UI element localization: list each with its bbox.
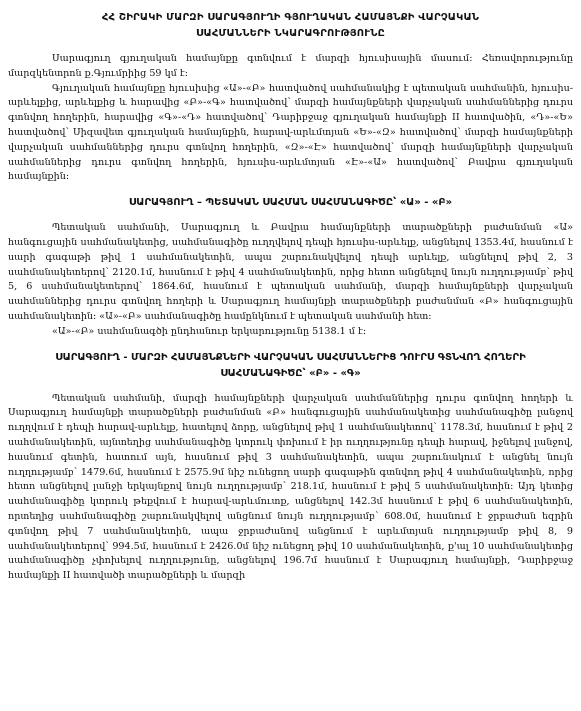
section-1-heading: ՍԱՐԱԳՅՈՒՂ – ՊԵՏԱԿԱՆ ՍԱՀՄԱՆ ՍԱՀՄԱՆԱԳԻԾԸ՝ «Ա» - «Բ»: [128, 197, 453, 209]
title-line-1: ՀՀ ՇԻՐԱԿԻ ՄԱՐԶԻ ՍԱՐԱԳՅՈՒՂԻ ԳՅՈՒՂԱԿԱՆ ՀԱՄԱՅՆՔԻ ՎԱՐՉԱԿԱՆ: [101, 12, 480, 23]
document-title: [8, 10, 573, 42]
section-2-paragraph-1: Պետական սահմանի, մարզի համայնքների վարչական սահմաններից դուրս գտնվող հողերի և Սարագյուղ համայնքի տարածքների բաժանման «Բ» հանգուցային սահմանակետից սահմանագիծը լանջով ուղղվում է դեպի հարավ-արևելք, հատելով ձորը, անցնելով թիվ 1 սահմանակետով՝ 1178.3մ, հասնում է թիվ 2 սահմանակետին, այնտեղից սահմանագիծը կտրուկ փոխում է իր ուղղությունը դեպի հարավ, իջնելով լանջով, հասնում գետին, հատում այն, հասնում թիվ 3 սահմանակետին, ապա շարունակում է անցնել նույն ուղղությամբ՝ 1479.6մ, հասնում է 2575.9մ նիշ ունեցող սարի գագաթին գտնվող թիվ 4 սահմանակետին, որից հետո անցնելով լանջի երկայնքով նույն ուղղությամբ՝ 218.1մ, հասնում է թիվ 5 սահմանակետին: Այդ կետից սահմանագիծը կտրուկ թեքվում է հարավ-արևմուտք, անցնելով 142.3մ հասնում է թիվ 6 սահմանակետին, որտեղից սահմանագիծը շարունակվելով անցնում նույն ուղղությամբ՝ 608.0մ, հասնում է ջրբաժան եզրին գտնվող թիվ 7 սահմանակետին, ապա ջրբաժանով անցնում է արևմտյան ուղղությամբ թիվ 8, 9 սահմանակետերով՝ 994.5մ, հասնում է 2426.0մ նիշ ունեցող թիվ 10 սահմանակետին, ք'ալ 10 սահմանակետից սահմանագիծը չփոխելով ուղղությունը, անցնելով 196.7մ հասնում է Սարագյուղ համայնքի, Դարիբջաջ համայնքի II հատվածի տարածքների և մարզի: [8, 392, 573, 582]
title-line-2: ՍԱՀՄԱՆՆԵՐԻ ՆԿԱՐԱԳՐՈՒԹՅՈՒՆԸ: [195, 28, 386, 39]
intro-paragraph-1: Սարագյուղ գյուղական համայնքը գտնվում է մարզի հյուսիսային մասում: Հեռավորությունը մարզկենտրոն ք.Գյումրիից 59 կմ է:: [8, 53, 573, 79]
section-1-paragraph-2: «Ա»-«Բ» սահմանագծի ընդհանուր երկարությունը 5138.1 մ է:: [52, 325, 367, 337]
intro-paragraph-2: Գյուղական համայնքը հյուսիսից «Ա»-«Բ» հատվածով սահմանակից է պետական սահմանին, հյուսիս-արևելքից, արևելքից և հարավից «Բ»-«Գ» հատվածով՝ մարզի համայնքների վարչական սահմաններից դուրս գտնվող հողերին, հարավից «Գ»-«Դ» հատվածով՝ Դարիբջաջ գյուղական համայնքի II հատվածին, «Դ»-«Ե» հատվածով՝ Սիզավետ գյուղական համայնքին, հարավ-արևմտյան «Ե»-«Զ» հատվածով՝ մարզի համայնքների վարչական սահմաններից դուրս գտնվող հողերին, «Զ»-«Է» հատվածով՝ մարզի համայնքների վարչական սահմաններից դուրս գտնվող հողերին, հյուսիս-արևմտյան «Է»-«Ա» հատվածով՝ Բավրա գյուղական համայնքին:: [8, 82, 573, 183]
section-2-heading-line-2: ՍԱՀՄԱՆԱԳԻԾԸ՝ «Բ» - «Գ»: [220, 367, 361, 379]
section-2-heading-line-1: ՍԱՐԱԳՅՈՒՂ - ՄԱՐԶԻ ՀԱՄԱՅՆՔՆԵՐԻ ՎԱՐՉԱԿԱՆ ՍԱՀՄԱՆՆԵՐԻՑ ԴՈՒՐՍ ԳՏՆՎՈՂ ՀՈՂԵՐԻ: [55, 351, 526, 363]
section-2-heading: [8, 350, 573, 382]
section-1-paragraph-1: Պետական սահմանի, Սարագյուղ և Բավրա համայնքների տարածքների բաժանման «Ա» հանգուցային սահմանակետից, սահմանագիծը ուղղվելով դեպի հյուսիս-արևելք, անցնելով 1353.4մ, հասնում է սարի գագաթի թիվ 1 սահմանակետին, ապա շարունակվելով դեպի արևելք, անցնելով թիվ 2, 3 սահմանակետերով՝ 2120.1մ, հասնում է թիվ 4 սահմանակետին, որից հետո անցնելով նույն ուղղությամբ՝ թիվ 5, 6 սահմանակետերով՝ 1864.6մ, հասնում է պետական սահմանի, մարզի համայնքների վարչական սահմաններից դուրս գտնվող հողերի և Սարագյուղ համայնքի տարածքների բաժանման «Բ» հանգուցային սահմանակետին: «Ա»-«Բ» սահմանագիծը համընկնում է պետական սահմանի հետ:: [8, 222, 573, 322]
